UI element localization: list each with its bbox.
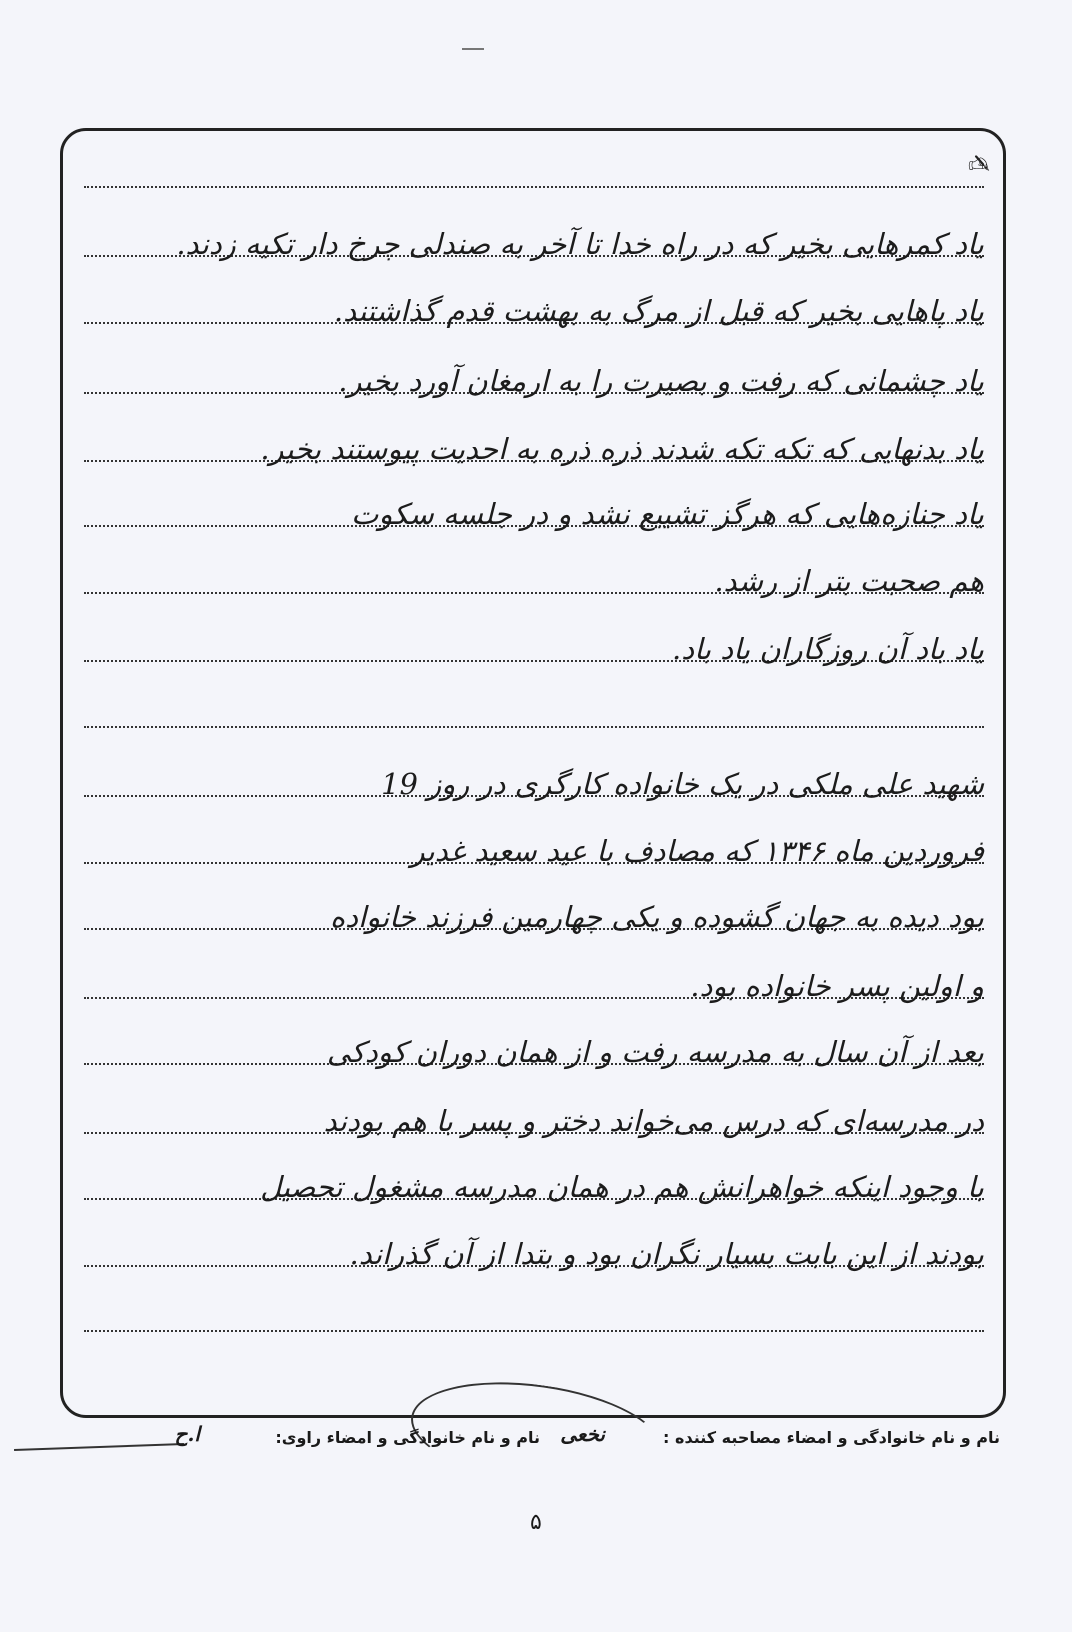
handwritten-line: شهید علی ملکی در یک خانواده کارگری در روز 19	[381, 767, 984, 801]
handwritten-line: یاد جنازه‌هایی که هرگز تشییع نشد و در جلسه سکوت	[351, 497, 984, 531]
ruled-line	[84, 479, 984, 531]
ruled-line	[84, 346, 984, 398]
handwritten-line: با وجود اینکه خواهرانش هم در همان مدرسه مشغول تحصیل	[260, 1170, 984, 1204]
handwritten-line: بعد از آن سال به مدرسه رفت و از همان دوران کودکی	[326, 1035, 984, 1069]
handwritten-line: فروردین ماه ۱۳۴۶ که مصادف با عید سعید غدیر	[410, 834, 984, 868]
ruled-line	[84, 414, 984, 466]
ruled-line	[84, 882, 984, 934]
handwritten-line: هم صحبت بتر از رشد.	[714, 564, 984, 598]
signature-footer	[60, 1424, 1000, 1458]
handwritten-line: و اولین پسر خانواده بود.	[690, 969, 984, 1003]
ruled-line	[84, 209, 984, 261]
ruled-line	[84, 1086, 984, 1138]
narrator-label: نام و نام خانوادگی و امضاء راوی:	[275, 1428, 540, 1447]
ruled-line	[84, 276, 984, 328]
writing-hand-icon: ✍	[968, 150, 990, 180]
ruled-line	[84, 680, 984, 728]
scan-mark	[462, 48, 484, 50]
narrator-signature: ا.ح	[174, 1422, 200, 1446]
ruled-line	[84, 546, 984, 598]
ruled-line	[84, 1152, 984, 1204]
page-number: ۵	[530, 1510, 542, 1535]
handwritten-line: یاد بدنهایی که تکه تکه شدند ذره ذره به احدیت پیوستند بخیر.	[260, 432, 984, 466]
interviewer-label: نام و نام خانوادگی و امضاء مصاحبه کننده :	[663, 1428, 1000, 1447]
handwritten-line: در مدرسه‌ای که درس می‌خواند دختر و پسر با هم بودند	[323, 1104, 984, 1138]
handwritten-line: بود دیده به جهان گشوده و یکی چهارمین فرزند خانواده	[329, 900, 984, 934]
ruled-line	[84, 1219, 984, 1271]
ruled-line	[84, 749, 984, 801]
ruled-line	[84, 951, 984, 1003]
interviewer-signature: نخعی	[560, 1422, 605, 1446]
handwritten-line: یاد پاهایی بخیر که قبل از مرگ به بهشت قدم گذاشتند.	[333, 294, 984, 328]
handwritten-line: یاد چشمانی که رفت و بصیرت را به ارمغان آورد بخیر.	[338, 364, 984, 398]
handwritten-line: یاد کمرهایی بخیر که در راه خدا تا آخر به صندلی چرخ دار تکیه زدند.	[176, 227, 984, 261]
ruled-line	[84, 1017, 984, 1069]
ruled-line	[84, 140, 984, 188]
handwritten-line: بودند از این بابت بسیار نگران بود و بتدا از آن گذراند.	[349, 1237, 984, 1271]
ruled-line	[84, 816, 984, 868]
ruled-line	[84, 1284, 984, 1332]
handwritten-line: یاد باد آن روزگاران یاد باد.	[672, 632, 984, 666]
ruled-line	[84, 614, 984, 666]
